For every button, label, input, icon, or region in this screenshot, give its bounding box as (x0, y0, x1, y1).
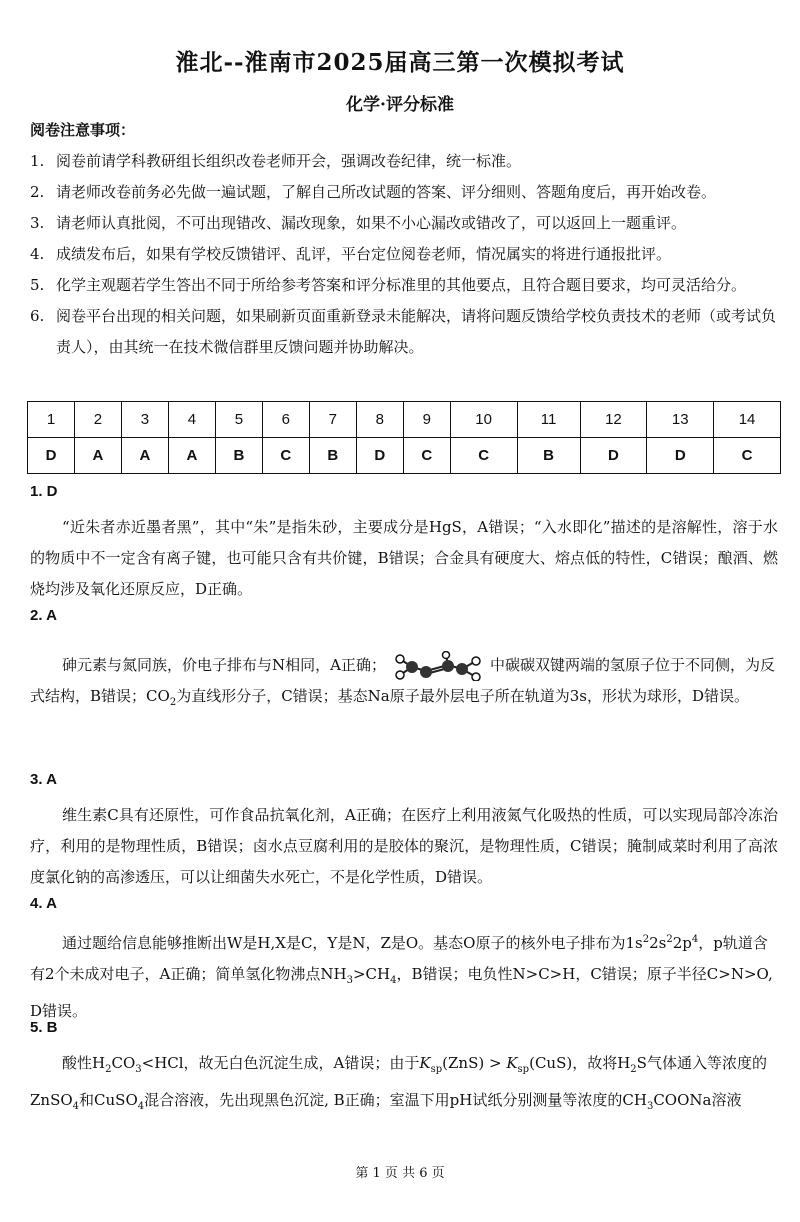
ksp-symbol: K (419, 1054, 431, 1072)
question-number: 3 (121, 402, 168, 438)
notice-number: 6. (30, 307, 45, 325)
answer-cell: C (403, 438, 450, 474)
page-subtitle: 化学·评分标准 (346, 95, 454, 115)
q5-sub: 4 (72, 1101, 80, 1112)
question-number: 6 (262, 402, 309, 438)
notice-item (30, 146, 780, 177)
q4-orbital: 2p (672, 934, 692, 952)
question-4-heading: 4. A (30, 895, 57, 912)
question-number: 10 (450, 402, 517, 438)
q2-text-d: 为直线形分子，C错误；基态Na原子最外层电子所在轨道为3s，形状为球形，D错误。 (176, 687, 750, 705)
q2-text-a: 砷元素与氮同族，价电子排布与N相同，A正确； (62, 656, 386, 674)
q5-sub: 2 (105, 1064, 112, 1075)
q5-text: CO (111, 1054, 136, 1072)
q5-text: COONa溶液 (653, 1091, 742, 1109)
question-number: 12 (580, 402, 647, 438)
q5-text: 酸性H (62, 1054, 106, 1072)
ksp-symbol: K (506, 1054, 518, 1072)
notice-text: 阅卷平台出现的相关问题，如果刷新页面重新登录未能解决，请将问题反馈给学校负责技术的老师（或考试负责人），由其统一在技术微信群里反馈问题并协助解决。 (56, 307, 777, 356)
answer-cell: D (28, 438, 75, 474)
question-1-explanation: “近朱者赤近墨者黑”，其中“朱”是指朱砂，主要成分是HgS，A错误；“入水即化”描述的是溶解性，溶于水的物质中不一定含有离子键，也可能只含有共价键，B错误；合金具有硬度大、熔点低的特性，C错误；酿酒、燃烧均涉及氧化还原反应，D正确。 (30, 518, 778, 598)
q5-text: 和CuSO (79, 1091, 138, 1109)
notice-text: 化学主观题若学生答出不同于所给参考答案和评分标准里的其他要点，且符合题目要求，均可灵活给分。 (56, 276, 747, 294)
question-1-heading: 1. D (30, 483, 58, 500)
question-2-explanation (30, 650, 778, 718)
ksp-sub: sp (430, 1064, 443, 1075)
question-number: 5 (215, 402, 262, 438)
notice-number: 2. (30, 183, 45, 201)
q5-text: S气体通入等浓度的ZnSO (30, 1054, 767, 1109)
notice-number: 1. (30, 152, 45, 170)
question-number: 8 (356, 402, 403, 438)
notice-text: 请老师改卷前务必先做一遍试题，了解自己所改试题的答案、评分细则、答题角度后，再开始改卷。 (56, 183, 717, 201)
question-number: 9 (403, 402, 450, 438)
q4-sub: 3 (346, 975, 353, 986)
question-5-heading: 5. B (30, 1019, 58, 1036)
notice-item (30, 208, 780, 239)
notice-number: 3. (30, 214, 45, 232)
notice-item (30, 270, 780, 301)
notice-item (30, 239, 780, 270)
question-number: 7 (309, 402, 356, 438)
q5-sub: 2 (630, 1064, 637, 1075)
answer-cell: A (74, 438, 121, 474)
question-2-heading: 2. A (30, 607, 57, 624)
q4-text-a: 通过题给信息能够推断出W是H,X是C，Y是N，Z是O。基态O原子的核外电子排布为1s (62, 934, 643, 952)
q4-orbital: 2s (649, 934, 667, 952)
answer-table (27, 401, 781, 474)
notice-item (30, 301, 780, 363)
question-number: 4 (168, 402, 215, 438)
answer-cell: C (714, 438, 781, 474)
q5-sub: 3 (646, 1101, 654, 1112)
question-number: 2 (74, 402, 121, 438)
q4-text-c: >CH (352, 965, 391, 983)
question-number: 11 (517, 402, 580, 438)
answer-cell: A (168, 438, 215, 474)
page-footer: 第 1 页 共 6 页 (355, 1166, 445, 1181)
q4-text-b: ，p轨道含有2个未成对电子，A正确；简单氢化物沸点NH (30, 934, 768, 983)
q2-text-c: 侧，为反式结构，B错误； (30, 656, 775, 705)
answer-cell: B (215, 438, 262, 474)
q2-text-b: 中碳碳双键两端的氢原子位于不同 (489, 656, 715, 674)
notice-text: 成绩发布后，如果有学校反馈错评、乱评，平台定位阅卷老师，情况属实的将进行通报批评。 (56, 245, 672, 263)
answer-cell: B (309, 438, 356, 474)
answer-cell: B (517, 438, 580, 474)
question-number: 1 (28, 402, 75, 438)
notice-number: 5. (30, 276, 45, 294)
question-number: 14 (714, 402, 781, 438)
q5-sub: 4 (137, 1101, 145, 1112)
question-4-explanation (30, 924, 778, 1027)
co2-formula: CO (146, 687, 170, 705)
notice-list (30, 146, 780, 363)
answer-cell: A (121, 438, 168, 474)
page-title: 淮北--淮南市2025届高三第一次模拟考试 (175, 49, 625, 76)
ksp-sub: sp (517, 1064, 530, 1075)
q5-text: (CuS)，故将H (529, 1054, 631, 1072)
q4-sub: 4 (390, 975, 397, 986)
answer-row (28, 438, 781, 474)
q5-text: (ZnS) > (442, 1054, 507, 1072)
q5-sub: 3 (135, 1064, 142, 1075)
answer-cell: D (647, 438, 714, 474)
q5-text: 混合溶液，先出现黑色沉淀, B正确；室温下用pH试纸分别测量等浓度的CH (144, 1091, 647, 1109)
q4-sup: 2 (666, 934, 673, 945)
notice-text: 阅卷前请学科教研组长组织改卷老师开会，强调改卷纪律，统一标准。 (56, 152, 522, 170)
question-5-explanation (30, 1048, 778, 1122)
question-3-heading: 3. A (30, 771, 57, 788)
answer-cell: C (262, 438, 309, 474)
notice-heading: 阅卷注意事项： (30, 121, 136, 139)
notice-number: 4. (30, 245, 45, 263)
q4-text-d: ，B错误；电负性N>C>H，C错误；原子半径C>N>O, D错误。 (30, 965, 773, 1020)
question-number: 13 (647, 402, 714, 438)
ethylene-ball-stick-model (390, 651, 486, 681)
notice-item (30, 177, 780, 208)
answer-cell: C (450, 438, 517, 474)
question-3-explanation: 维生素C具有还原性，可作食品抗氧化剂，A正确；在医疗上利用液氮气化吸热的性质，可以实现局部冷冻治疗，利用的是物理性质，B错误；卤水点豆腐利用的是胶体的聚沉，是物理性质，C错误；腌制咸菜时利用了高浓度氯化钠的高渗透压，可以让细菌失水死亡，不是化学性质，D错误。 (30, 806, 778, 886)
answer-cell: D (580, 438, 647, 474)
q4-sup: 2 (642, 934, 650, 945)
q5-text: <HCl，故无白色沉淀生成，A错误；由于 (141, 1054, 420, 1072)
q4-sup: 4 (691, 934, 699, 945)
co2-subscript: 2 (169, 697, 177, 708)
answer-cell: D (356, 438, 403, 474)
question-number-row (28, 402, 781, 438)
notice-text: 请老师认真批阅，不可出现错改、漏改现象，如果不小心漏改或错改了，可以返回上一题重评。 (56, 214, 687, 232)
